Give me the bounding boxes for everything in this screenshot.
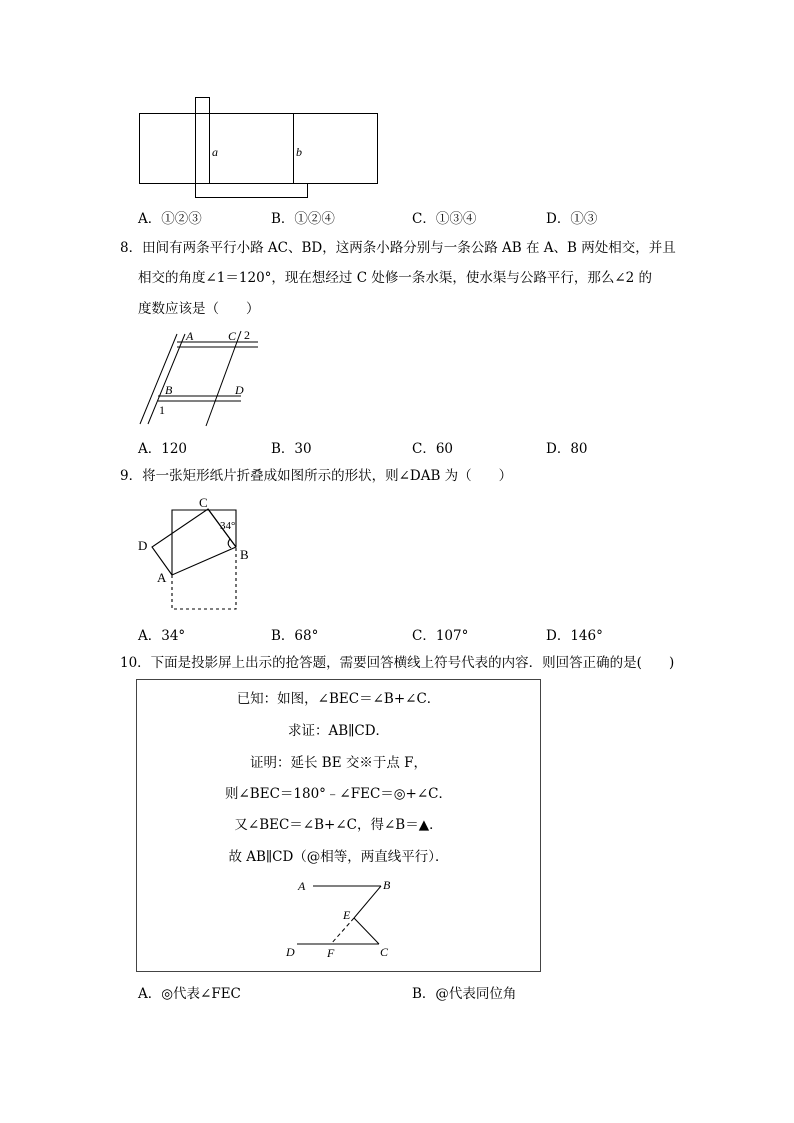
q9-label-34: 34° [220,520,236,532]
q10-label-f: F [327,946,335,960]
q9-folded-quad [152,509,236,575]
q10-proof-line3: 证明：延长 BE 交※于点 F， [249,755,428,771]
q10-proof-line1: 已知：如图，∠BEC＝∠B+∠C． [236,691,441,707]
q8-option-a: A．120 [138,441,188,457]
q8-label-b: B [165,383,173,397]
q7-option-b: B．①②④ [271,211,335,227]
q9-label-a: A [157,570,167,585]
q8-option-c: C．60 [412,441,454,457]
q7-option-d: D．①③ [546,211,598,227]
q10-option-b: B．@代表同位角 [412,986,517,1002]
q9-rectangle-top [172,510,236,575]
q8-option-d: D．80 [546,441,588,457]
q9-rectangle-dashed [172,547,236,609]
q8-stem-line2: 相交的角度∠1＝120°，现在想经过 C 处修一条水渠，使水渠与公路平行，那么∠2 的 [138,270,653,286]
q8-label-d: D [235,383,244,397]
q8-canal [206,331,241,426]
q10-label-e: E [343,908,351,922]
q9-option-d: D．146° [546,628,603,644]
q8-stem-line1: 8．田间有两条平行小路 AC、BD，这两条小路分别与一条公路 AB 在 A、B 两处相交，并且 [120,240,676,256]
q10-label-a: A [298,879,306,893]
q8-road-line-2 [148,334,185,424]
q10-label-d: D [286,945,295,959]
q9-angle-arc [228,539,231,548]
q10-proof-line2: 求证：AB∥CD． [287,723,390,739]
q9-stem: 9．将一张矩形纸片折叠成如图所示的形状，则∠DAB 为（ ） [120,468,513,484]
q10-option-a: A．◎代表∠FEC [138,986,241,1002]
q9-option-c: C．107° [412,628,469,644]
q9-label-c: C [199,495,208,510]
q7-label-a: a [212,145,218,159]
q8-label-2: 2 [244,328,250,342]
q8-stem-line3: 度数应该是（ ） [138,301,260,317]
q7-bottom-strip [196,184,308,198]
q10-label-c: C [380,945,389,959]
q7-vertical-strip [196,98,210,184]
q9-segment-cb [208,509,236,547]
q7-option-a: A．①②③ [138,211,202,227]
q8-label-c: C [228,329,237,343]
q9-label-d: D [138,538,148,553]
q8-label-a: A [186,329,194,343]
q7-large-rectangle [140,114,378,184]
q10-stem: 10．下面是投影屏上出示的抢答题，需要回答横线上符号代表的内容．则回答正确的是( ) [120,655,675,671]
q9-option-b: B．68° [271,628,319,644]
q8-road-line-1 [140,334,177,424]
q10-proof-line6: 故 AB∥CD（@相等，两直线平行）． [228,849,449,865]
q9-option-a: A．34° [138,628,186,644]
q8-option-b: B．30 [271,441,312,457]
q10-proof-line4: 则∠BEC＝180°﹣∠FEC＝◎+∠C． [224,786,453,802]
q10-label-b: B [383,878,391,892]
q8-label-1: 1 [159,403,165,417]
q7-label-b: b [296,145,302,159]
q7-option-c: C．①③④ [412,211,477,227]
q9-label-b: B [240,547,249,562]
q10-proof-line5: 又∠BEC＝∠B+∠C，得∠B＝▲． [234,817,443,833]
